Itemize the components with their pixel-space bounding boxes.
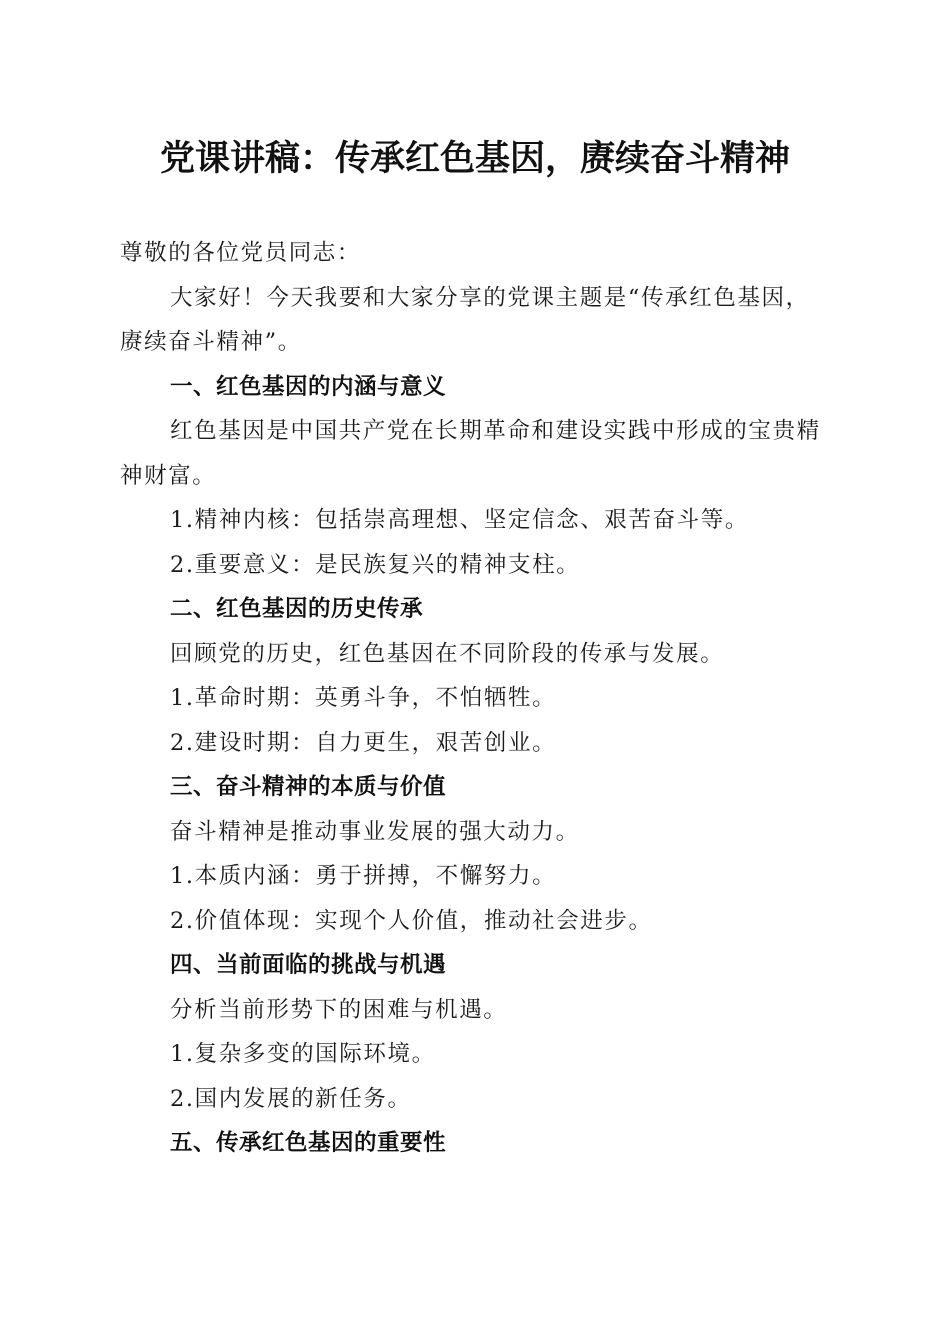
section-4-point-1: 1.复杂多变的国际环境。	[170, 1041, 436, 1067]
section-2-point-2: 2.建设时期：自力更生，艰苦创业。	[170, 729, 557, 756]
section-heading-5: 五、传承红色基因的重要性	[170, 1130, 447, 1156]
salutation: 尊敬的各位党员同志：	[120, 240, 362, 266]
section-heading-2: 二、红色基因的历史传承	[170, 596, 424, 622]
section-3-point-2: 2.价值体现：实现个人价值，推动社会进步。	[170, 907, 653, 934]
section-intro-1: 红色基因是中国共产党在长期革命和建设实践中形成的宝贵精神财富。	[120, 418, 821, 489]
section-intro-3: 奋斗精神是推动事业发展的强大动力。	[170, 818, 580, 845]
opening-paragraph: 大家好！今天我要和大家分享的党课主题是“传承红色基因，赓续奋斗精神”。	[120, 284, 810, 355]
section-heading-3: 三、奋斗精神的本质与价值	[170, 774, 447, 800]
section-3-point-1: 1.本质内涵：勇于拼搏，不懈努力。	[170, 863, 557, 889]
section-1-point-2: 2.重要意义：是民族复兴的精神支柱。	[170, 551, 581, 578]
section-intro-2: 回顾党的历史，红色基因在不同阶段的传承与发展。	[170, 640, 725, 667]
document-title: 党课讲稿：传承红色基因，赓续奋斗精神	[159, 138, 790, 179]
document-body	[120, 231, 832, 1166]
section-heading-1: 一、红色基因的内涵与意义	[170, 373, 447, 400]
section-2-point-1: 1.革命时期：英勇斗争，不怕牺牲。	[170, 685, 557, 711]
section-4-point-2: 2.国内发展的新任务。	[170, 1085, 412, 1112]
section-1-point-1: 1.精神内核：包括崇高理想、坚定信念、艰苦奋斗等。	[170, 507, 749, 533]
section-heading-4: 四、当前面临的挑战与机遇	[170, 952, 447, 978]
section-intro-4: 分析当前形势下的困难与机遇。	[170, 996, 508, 1023]
